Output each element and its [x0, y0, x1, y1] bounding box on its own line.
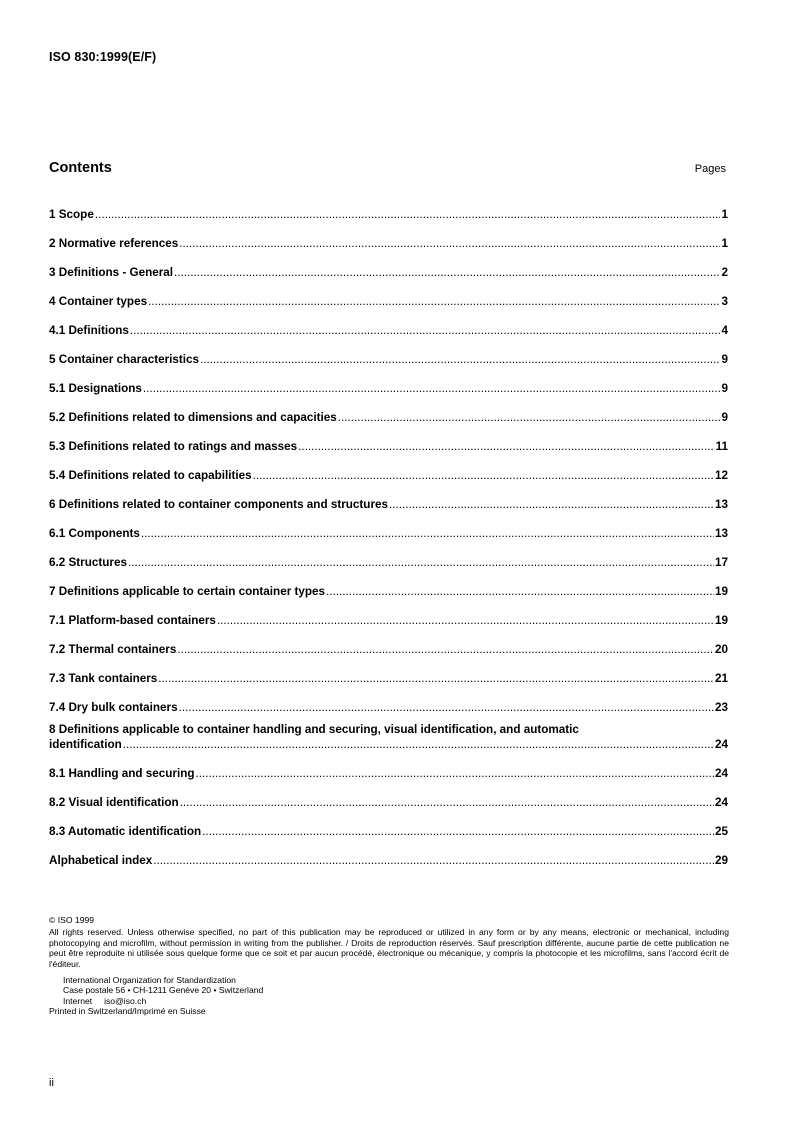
organization-internet: Internet iso@iso.ch [63, 995, 147, 1006]
toc-entry-title: 7.1 Platform-based containers [49, 614, 216, 627]
toc-entry-page: 9 [721, 411, 728, 424]
toc-entry-page: 24 [714, 796, 728, 809]
toc-entry-line2 [49, 737, 728, 752]
toc-entry-8-handling-identification[interactable] [49, 723, 728, 752]
organization-name: International Organization for Standardization [63, 975, 236, 986]
toc-entry-title: 7 Definitions applicable to certain container types [49, 585, 326, 598]
toc-entry-page: 4 [721, 324, 728, 337]
toc-entry-page: 17 [714, 556, 728, 569]
toc-entry-alphabetical-index[interactable] [49, 839, 728, 868]
toc-entry-page: 13 [714, 527, 728, 540]
toc-entry-page: 20 [714, 643, 728, 656]
toc-entry-page: 9 [721, 382, 728, 395]
contents-title: Contents [49, 160, 112, 176]
toc-entry-5-3-ratings-masses[interactable] [49, 425, 728, 454]
toc-entry-page: 2 [721, 266, 728, 279]
toc-leader-dots [200, 352, 720, 367]
toc-entry-6-components-structures[interactable] [49, 483, 728, 512]
toc-entry-title: 7.2 Thermal containers [49, 643, 177, 656]
organization-postal-address: Case postale 56 • CH-1211 Genève 20 • Switzerland [63, 985, 264, 996]
toc-entry-title-line2: identification [49, 738, 122, 751]
toc-leader-dots [195, 766, 714, 781]
toc-entry-3-definitions-general[interactable] [49, 251, 728, 280]
toc-entry-7-4-dry-bulk[interactable] [49, 686, 728, 715]
toc-entry-1-scope[interactable] [49, 193, 728, 222]
toc-entry-title: 4.1 Definitions [49, 324, 129, 337]
toc-leader-dots [298, 439, 715, 454]
rights-statement: All rights reserved. Unless otherwise specified, no part of this publication may be reproduced or utilized in any form or by any means, electronic or mechanical, including photocopying and microfilm, without permission in writing from the publisher. / Droits de reproduction réservés. Sauf prescription différente, aucune partie de cette publication ne peut être reproduite ni utilisée sous quelque forme que ce soit et par aucun procédé, électronique ou mécanique, y compris la photocopie et les microfilms, sans l'accord écrit de l'éditeur. [49, 927, 729, 969]
toc-leader-dots [177, 642, 714, 657]
toc-entry-title: 4 Container types [49, 295, 148, 308]
copyright-notice: © ISO 1999 [49, 915, 95, 925]
toc-leader-dots [95, 207, 721, 222]
toc-leader-dots [389, 497, 714, 512]
toc-entry-page: 1 [721, 208, 728, 221]
toc-entry-page: 13 [714, 498, 728, 511]
toc-entry-page: 25 [714, 825, 728, 838]
toc-entry-7-1-platform-based[interactable] [49, 599, 728, 628]
toc-entry-title: 6.1 Components [49, 527, 140, 540]
toc-entry-page: 24 [714, 738, 728, 751]
toc-entry-page: 1 [721, 237, 728, 250]
toc-entry-5-container-characteristics[interactable] [49, 338, 728, 367]
toc-leader-dots [217, 613, 714, 628]
toc-entry-4-container-types[interactable] [49, 280, 728, 309]
toc-entry-title: 6.2 Structures [49, 556, 127, 569]
table-of-contents [49, 193, 728, 868]
toc-leader-dots [174, 265, 720, 280]
toc-entry-title: 2 Normative references [49, 237, 179, 250]
page-number: ii [49, 1077, 54, 1089]
toc-leader-dots [143, 381, 721, 396]
toc-entry-title: 8.3 Automatic identification [49, 825, 202, 838]
document-id-header: ISO 830:1999(E/F) [49, 50, 157, 64]
toc-entry-page: 11 [715, 440, 728, 453]
toc-entry-title: 5 Container characteristics [49, 353, 200, 366]
toc-entry-title-line1: 8 Definitions applicable to container handling and securing, visual identification, and automatic [49, 723, 579, 736]
toc-entry-page: 19 [714, 614, 728, 627]
toc-entry-page: 29 [714, 854, 728, 867]
printed-in-statement: Printed in Switzerland/Imprimé en Suisse [49, 1006, 206, 1017]
toc-entry-page: 3 [721, 295, 728, 308]
toc-entry-8-1-handling-securing[interactable] [49, 752, 728, 781]
toc-leader-dots [128, 555, 714, 570]
toc-entry-title: 8.1 Handling and securing [49, 767, 195, 780]
toc-entry-5-2-dimensions-capacities[interactable] [49, 396, 728, 425]
toc-leader-dots [202, 824, 714, 839]
toc-leader-dots [153, 853, 714, 868]
toc-leader-dots [123, 737, 714, 752]
toc-entry-page: 24 [714, 767, 728, 780]
toc-entry-page: 21 [714, 672, 728, 685]
toc-entry-title: 5.3 Definitions related to ratings and masses [49, 440, 298, 453]
toc-entry-title: 1 Scope [49, 208, 94, 221]
toc-entry-4-1-definitions[interactable] [49, 309, 728, 338]
toc-entry-page: 12 [714, 469, 728, 482]
pages-column-label: Pages [694, 163, 726, 175]
contents-heading-row [49, 160, 726, 176]
toc-entry-title: Alphabetical index [49, 854, 153, 867]
toc-entry-8-3-automatic-identification[interactable] [49, 810, 728, 839]
toc-leader-dots [180, 795, 714, 810]
publisher-address [49, 975, 729, 1006]
toc-leader-dots [158, 671, 714, 686]
toc-leader-dots [326, 584, 714, 599]
toc-entry-7-3-tank[interactable] [49, 657, 728, 686]
toc-entry-2-normative-references[interactable] [49, 222, 728, 251]
toc-entry-6-2-structures[interactable] [49, 541, 728, 570]
toc-entry-5-4-capabilities[interactable] [49, 454, 728, 483]
toc-entry-page: 9 [721, 353, 728, 366]
toc-entry-page: 19 [714, 585, 728, 598]
toc-entry-title: 6 Definitions related to container components and structures [49, 498, 388, 511]
toc-entry-5-1-designations[interactable] [49, 367, 728, 396]
toc-leader-dots [130, 323, 721, 338]
toc-entry-7-2-thermal[interactable] [49, 628, 728, 657]
toc-entry-title: 5.1 Designations [49, 382, 142, 395]
copyright-block [49, 915, 729, 1017]
toc-entry-title: 3 Definitions - General [49, 266, 174, 279]
toc-leader-dots [338, 410, 721, 425]
toc-leader-dots [253, 468, 714, 483]
toc-entry-title: 7.3 Tank containers [49, 672, 158, 685]
toc-leader-dots [141, 526, 714, 541]
toc-leader-dots [179, 700, 714, 715]
toc-entry-6-1-components[interactable] [49, 512, 728, 541]
toc-entry-title: 7.4 Dry bulk containers [49, 701, 178, 714]
toc-entry-page: 23 [714, 701, 728, 714]
toc-leader-dots [148, 294, 720, 309]
toc-leader-dots [179, 236, 720, 251]
toc-entry-title: 8.2 Visual identification [49, 796, 179, 809]
toc-entry-7-certain-container-types[interactable] [49, 570, 728, 599]
toc-entry-8-2-visual-identification[interactable] [49, 781, 728, 810]
toc-entry-title: 5.2 Definitions related to dimensions and capacities [49, 411, 337, 424]
toc-entry-title: 5.4 Definitions related to capabilities [49, 469, 252, 482]
